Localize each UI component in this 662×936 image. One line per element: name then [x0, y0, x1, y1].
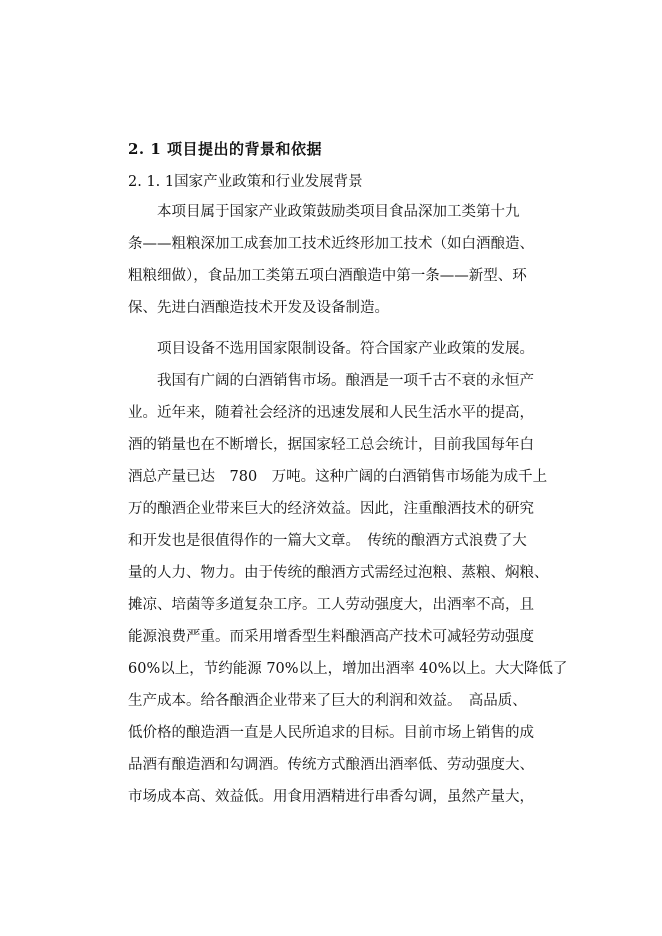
body-line: 市场成本高、效益低。用食用酒精进行串香勾调，虽然产量大， — [128, 789, 534, 805]
body-line: 量的人力、物力。由于传统的酿酒方式需经过泡粮、蒸粮、焖粮、 — [128, 565, 549, 581]
body-line: 项目设备不选用国家限制设备。符合国家产业政策的发展。 — [128, 341, 534, 357]
body-line: 酒的销量也在不断增长，据国家轻工总会统计，目前我国每年白 — [128, 437, 534, 453]
section-heading: 2. 1 项目提出的背景和依据 — [128, 140, 323, 158]
body-line: 保、先进白酒酿造技术开发及设备制造。 — [128, 300, 389, 316]
body-line: 粗粮细做），食品加工类第五项白酒酿造中第一条——新型、环 — [128, 268, 527, 284]
subsection-heading: 2. 1. 1国家产业政策和行业发展背景 — [128, 174, 363, 190]
body-line: 60%以上，节约能源 70%以上，增加出酒率 40%以上。大大降低了 — [128, 661, 568, 677]
body-line: 品酒有酿造酒和勾调酒。传统方式酿酒出酒率低、劳动强度大、 — [128, 757, 534, 773]
body-line: 酒总产量已达 780 万吨。这种广阔的白酒销售市场能为成千上 — [128, 469, 548, 485]
body-line: 生产成本。给各酿酒企业带来了巨大的利润和效益。 高品质、 — [128, 693, 527, 709]
body-line: 低价格的酿造酒一直是人民所追求的目标。目前市场上销售的成 — [128, 725, 534, 741]
body-line: 条——粗粮深加工成套加工技术近终形加工技术（如白酒酿造、 — [128, 236, 534, 252]
body-line: 万的酿酒企业带来巨大的经济效益。因此，注重酿酒技术的研究 — [128, 501, 534, 517]
body-line: 本项目属于国家产业政策鼓励类项目食品深加工类第十九 — [128, 204, 520, 220]
body-line: 和开发也是很值得作的一篇大文章。 传统的酿酒方式浪费了大 — [128, 533, 527, 549]
body-line: 我国有广阔的白酒销售市场。酿酒是一项千古不衰的永恒产 — [128, 373, 534, 389]
body-line: 摊凉、培菌等多道复杂工序。工人劳动强度大，出酒率不高，且 — [128, 597, 534, 613]
body-line: 业。近年来，随着社会经济的迅速发展和人民生活水平的提高， — [128, 405, 534, 421]
body-line: 能源浪费严重。而采用增香型生料酿酒高产技术可减轻劳动强度 — [128, 629, 534, 645]
